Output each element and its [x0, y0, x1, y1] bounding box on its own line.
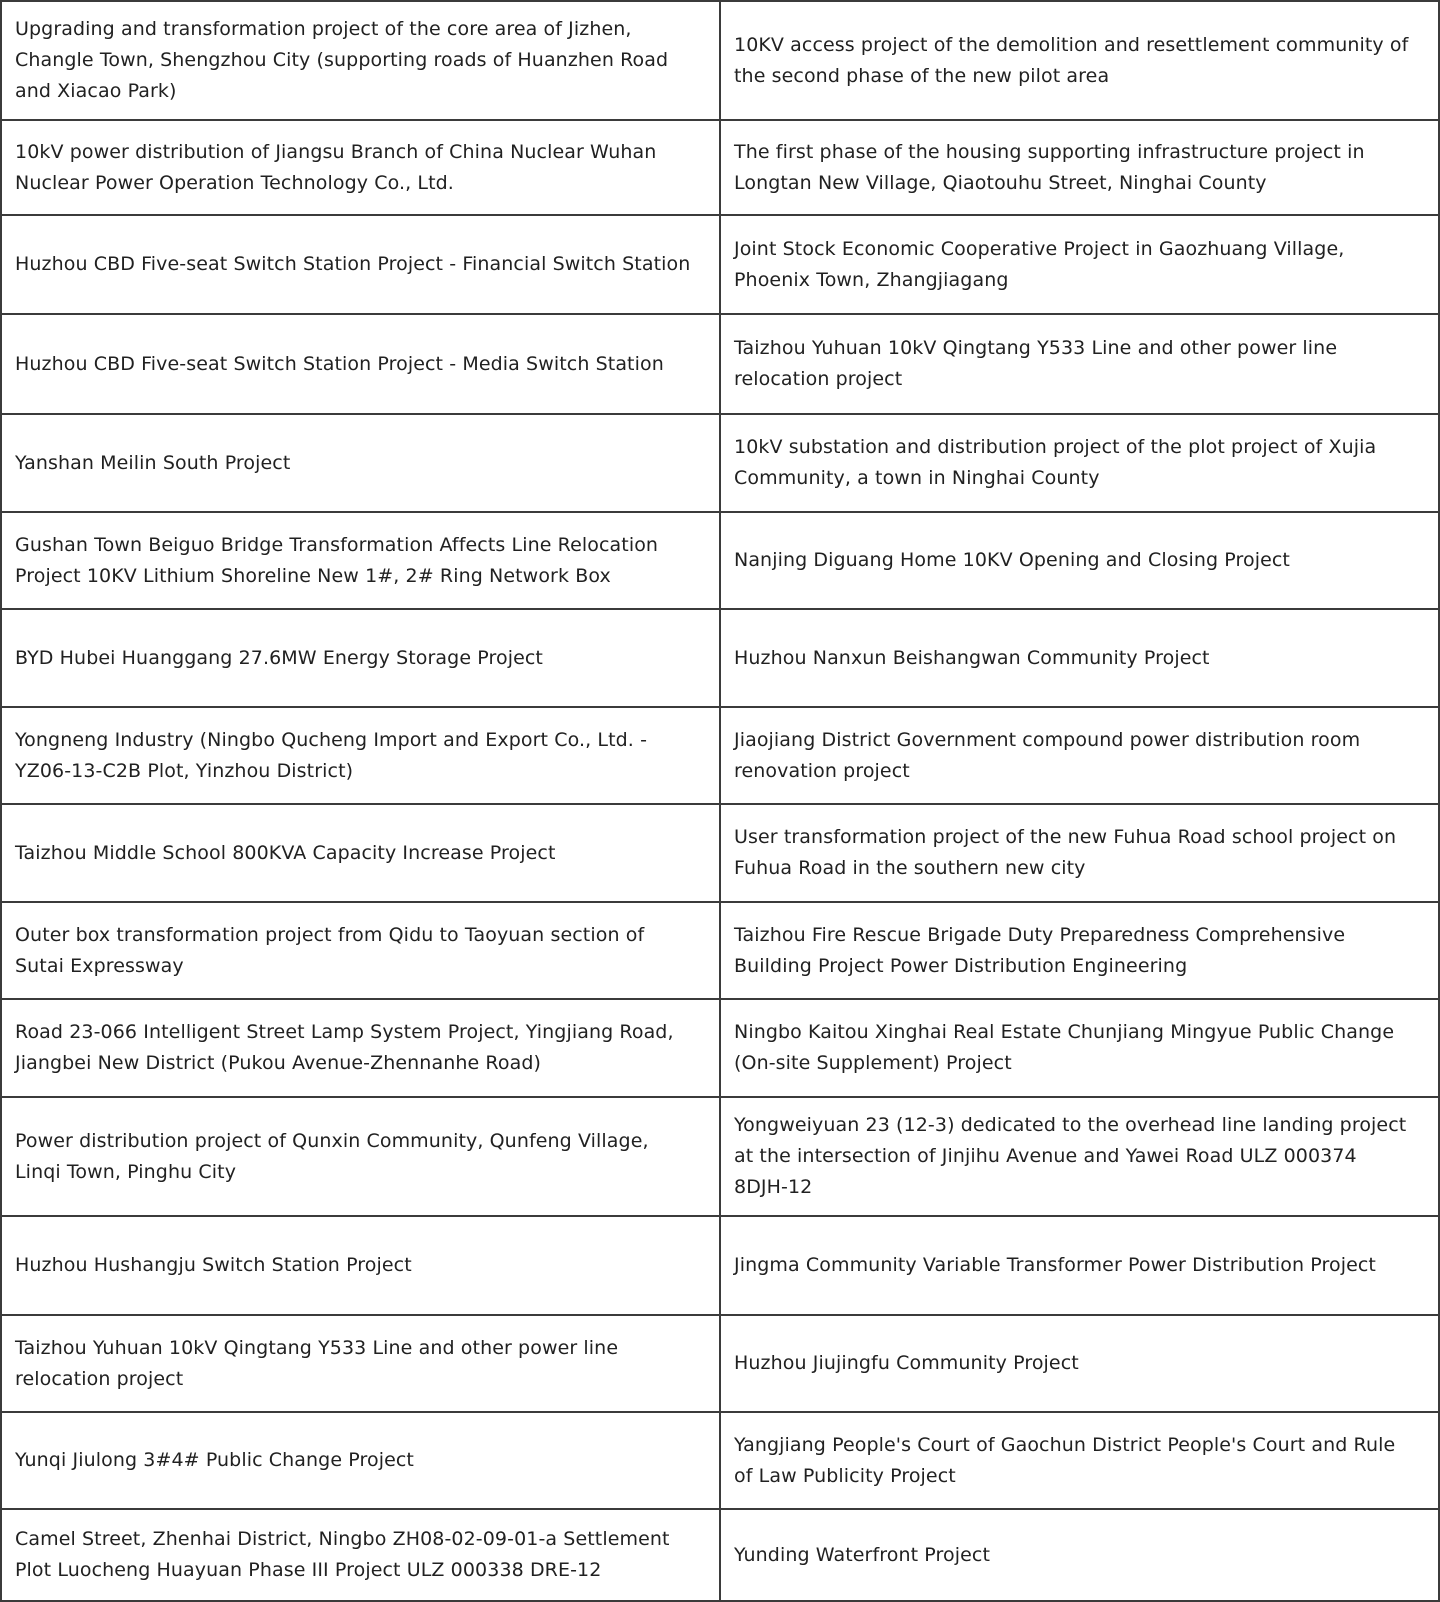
- table-cell: Upgrading and transformation project of the core area of Jizhen, Changle Town, Shengzhou City (supporting roads of Huanzhen Road and Xiacao Park): [1, 1, 720, 120]
- table-row: [1, 707, 1439, 804]
- table-cell: Road 23-066 Intelligent Street Lamp System Project, Yingjiang Road, Jiangbei New District (Pukou Avenue-Zhennanhe Road): [1, 999, 720, 1097]
- table-row: [1, 512, 1439, 609]
- table-cell: Huzhou Nanxun Beishangwan Community Project: [720, 609, 1439, 707]
- table-cell: Huzhou Jiujingfu Community Project: [720, 1315, 1439, 1412]
- table-cell: Ningbo Kaitou Xinghai Real Estate Chunjiang Mingyue Public Change (On-site Supplement) Project: [720, 999, 1439, 1097]
- table-cell: Yunding Waterfront Project: [720, 1509, 1439, 1601]
- table-cell: Huzhou CBD Five-seat Switch Station Project - Financial Switch Station: [1, 215, 720, 314]
- table-cell: Huzhou CBD Five-seat Switch Station Project - Media Switch Station: [1, 314, 720, 414]
- table-cell: Joint Stock Economic Cooperative Project in Gaozhuang Village, Phoenix Town, Zhangjiagang: [720, 215, 1439, 314]
- table-cell: User transformation project of the new Fuhua Road school project on Fuhua Road in the southern new city: [720, 804, 1439, 902]
- table-cell: Yangjiang People's Court of Gaochun District People's Court and Rule of Law Publicity Project: [720, 1412, 1439, 1509]
- table-row: [1, 999, 1439, 1097]
- table-cell: Huzhou Hushangju Switch Station Project: [1, 1216, 720, 1315]
- table-row: [1, 1097, 1439, 1216]
- table-row: [1, 215, 1439, 314]
- table-cell: Jingma Community Variable Transformer Power Distribution Project: [720, 1216, 1439, 1315]
- table-cell: The first phase of the housing supporting infrastructure project in Longtan New Village, Qiaotouhu Street, Ninghai County: [720, 120, 1439, 215]
- table-row: [1, 1315, 1439, 1412]
- table-cell: Yongweiyuan 23 (12-3) dedicated to the overhead line landing project at the intersection of Jinjihu Avenue and Yawei Road ULZ 000374 8DJH-12: [720, 1097, 1439, 1216]
- table-row: [1, 1412, 1439, 1509]
- table-cell: Taizhou Yuhuan 10kV Qingtang Y533 Line and other power line relocation project: [1, 1315, 720, 1412]
- table-cell: Camel Street, Zhenhai District, Ningbo ZH08-02-09-01-a Settlement Plot Luocheng Huayuan Phase III Project ULZ 000338 DRE-12: [1, 1509, 720, 1601]
- table-cell: Gushan Town Beiguo Bridge Transformation Affects Line Relocation Project 10KV Lithium Shoreline New 1#, 2# Ring Network Box: [1, 512, 720, 609]
- table-cell: Yanshan Meilin South Project: [1, 414, 720, 512]
- table-row: [1, 314, 1439, 414]
- table-row: [1, 804, 1439, 902]
- table-row: [1, 1, 1439, 120]
- table-row: [1, 609, 1439, 707]
- table-cell: BYD Hubei Huanggang 27.6MW Energy Storage Project: [1, 609, 720, 707]
- project-table-body: [1, 1, 1439, 1601]
- table-cell: Nanjing Diguang Home 10KV Opening and Closing Project: [720, 512, 1439, 609]
- table-cell: Taizhou Yuhuan 10kV Qingtang Y533 Line and other power line relocation project: [720, 314, 1439, 414]
- table-cell: Taizhou Fire Rescue Brigade Duty Preparedness Comprehensive Building Project Power Distribution Engineering: [720, 902, 1439, 999]
- table-cell: Yunqi Jiulong 3#4# Public Change Project: [1, 1412, 720, 1509]
- table-cell: Yongneng Industry (Ningbo Qucheng Import and Export Co., Ltd. - YZ06-13-C2B Plot, Yinzhou District): [1, 707, 720, 804]
- table-cell: 10kV substation and distribution project of the plot project of Xujia Community, a town in Ninghai County: [720, 414, 1439, 512]
- table-row: [1, 414, 1439, 512]
- table-cell: Taizhou Middle School 800KVA Capacity Increase Project: [1, 804, 720, 902]
- table-cell: Outer box transformation project from Qidu to Taoyuan section of Sutai Expressway: [1, 902, 720, 999]
- table-row: [1, 902, 1439, 999]
- table-row: [1, 1216, 1439, 1315]
- table-cell: Power distribution project of Qunxin Community, Qunfeng Village, Linqi Town, Pinghu City: [1, 1097, 720, 1216]
- table-row: [1, 1509, 1439, 1601]
- table-cell: Jiaojiang District Government compound power distribution room renovation project: [720, 707, 1439, 804]
- table-cell: 10kV power distribution of Jiangsu Branch of China Nuclear Wuhan Nuclear Power Operation Technology Co., Ltd.: [1, 120, 720, 215]
- table-cell: 10KV access project of the demolition and resettlement community of the second phase of the new pilot area: [720, 1, 1439, 120]
- table-row: [1, 120, 1439, 215]
